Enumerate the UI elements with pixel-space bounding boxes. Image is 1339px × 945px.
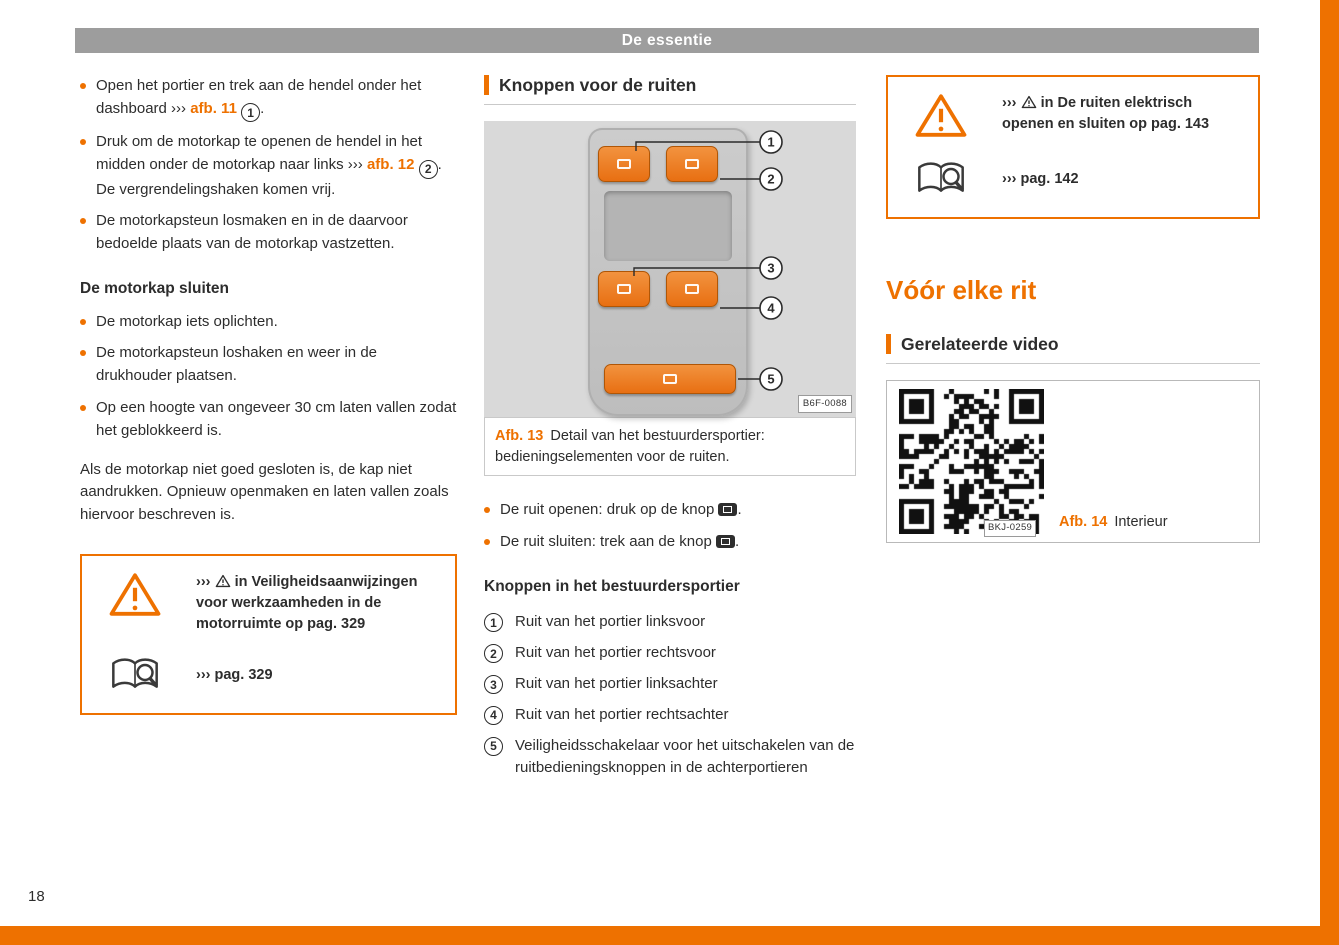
warning-triangle-small-icon — [215, 574, 231, 588]
list-item — [80, 342, 457, 388]
section-title: Gerelateerde video — [886, 334, 1260, 354]
callout-number: 5 — [484, 737, 503, 756]
list-item — [80, 131, 457, 201]
figure-caption — [484, 417, 856, 476]
bullet-icon — [80, 83, 86, 89]
text: in De ruiten elektrisch openen en sluiten op pag. 143 — [1002, 95, 1210, 133]
warning-triangle-icon — [914, 92, 968, 139]
bullet-text: Op een hoogte van ongeveer 30 cm laten vallen zodat het geblokkeerd is. — [96, 398, 457, 439]
warning-box — [80, 554, 457, 715]
section-title: Knoppen voor de ruiten — [484, 75, 856, 95]
legend-text: Ruit van het portier linksachter — [515, 675, 718, 693]
warning-triangle-icon — [108, 571, 162, 618]
warning-box — [886, 75, 1260, 219]
legend-item — [484, 642, 856, 665]
book-magnifier-icon — [914, 159, 968, 199]
right-column — [886, 75, 1260, 543]
figure-window-controls — [484, 121, 856, 417]
paragraph: Als de motorkap niet goed gesloten is, de kap niet aandrukken. Opnieuw openmaken en laten vallen zoals hiervoor beschreven is. — [80, 460, 449, 524]
legend-text: Ruit van het portier rechtsvoor — [515, 644, 716, 662]
subsection-heading: Knoppen in het bestuurdersportier — [484, 577, 740, 595]
bullet-text: De motorkapsteun losmaken en in de daarvoor bedoelde plaats van de motorkap vastzetten. — [96, 212, 408, 253]
bullet-icon — [80, 218, 86, 224]
text: . De vergrendelingshaken komen vrij. — [96, 156, 442, 198]
warning-row — [904, 92, 1242, 139]
left-column — [80, 75, 457, 715]
chapter-heading: Vóór elke rit — [886, 275, 1037, 305]
callout-number: 3 — [484, 675, 503, 694]
warning-icon-cell — [98, 571, 172, 635]
window-switch-close-icon — [716, 535, 735, 548]
figure-ref-link[interactable]: afb. 12 — [366, 156, 415, 174]
legend-text: Ruit van het portier rechtsachter — [515, 705, 729, 723]
text: Druk om de motorkap te openen de hendel in het midden onder de motorkap naar links ››› — [96, 133, 423, 174]
bullet-icon — [80, 405, 86, 411]
callout-number: 2 — [767, 171, 775, 187]
book-icon-cell — [904, 159, 978, 199]
page-number: 18 — [28, 888, 45, 905]
list-item — [484, 499, 856, 522]
warning-row — [98, 655, 439, 695]
callout-legend — [484, 611, 856, 780]
figure-callouts — [484, 121, 856, 417]
cross-ref-marker: ››› — [196, 573, 211, 590]
bullet-text — [96, 75, 457, 122]
callout-number: 3 — [767, 260, 775, 276]
figure-caption-text: Detail van het bestuurdersportier: bedieningselementen voor de ruiten. — [495, 428, 765, 465]
callout-number: 4 — [767, 300, 775, 316]
legend-text: Ruit van het portier linksvoor — [515, 613, 706, 631]
figure-label: Afb. 14 — [1059, 513, 1108, 530]
bullet-icon — [80, 319, 86, 325]
warning-reference[interactable] — [1002, 92, 1242, 139]
list-item — [80, 397, 457, 443]
header-bar — [75, 28, 1259, 53]
figure-code: B6F-0088 — [798, 395, 852, 413]
window-switch-open-icon — [718, 503, 737, 516]
figure-video-qr — [886, 380, 1260, 543]
warning-row — [98, 571, 439, 635]
page-edge-right — [1320, 0, 1339, 945]
section-heading — [886, 334, 1260, 364]
bullet-icon — [484, 507, 490, 513]
text: . — [260, 99, 265, 117]
legend-item — [484, 673, 856, 696]
bullet-text: De motorkap iets oplichten. — [96, 312, 278, 330]
bullet-icon — [80, 139, 86, 145]
bullet-text — [500, 531, 856, 554]
warning-reference[interactable] — [196, 571, 439, 635]
callout-number: 2 — [419, 160, 438, 179]
warning-icon-cell — [904, 92, 978, 139]
list-item — [484, 531, 856, 554]
legend-item — [484, 735, 856, 781]
list-item — [80, 210, 457, 256]
list-item — [80, 311, 457, 334]
text: De ruit openen: druk op de knop — [500, 501, 719, 519]
text: . — [734, 533, 740, 551]
page-reference[interactable]: ››› pag. 329 — [196, 666, 273, 683]
bullet-icon — [80, 350, 86, 356]
callout-number: 2 — [484, 644, 503, 663]
page-reference[interactable]: ››› pag. 142 — [1002, 170, 1079, 187]
qr-code — [899, 389, 1044, 534]
book-icon-cell — [98, 655, 172, 695]
figure-caption — [1059, 511, 1168, 533]
cross-ref-marker: ››› — [1002, 95, 1017, 111]
figure-caption-text: Interieur — [1114, 513, 1168, 530]
page-title: De essentie — [621, 31, 713, 49]
warning-row — [904, 159, 1242, 199]
warning-triangle-small-icon — [1021, 95, 1037, 109]
section-heading — [484, 75, 856, 105]
window-instructions — [484, 499, 856, 554]
middle-column — [484, 75, 856, 788]
bullet-icon — [484, 539, 490, 545]
figure-code: BKJ-0259 — [984, 520, 1036, 536]
callout-number: 5 — [767, 371, 775, 387]
callout-number: 1 — [241, 103, 260, 122]
list-item — [80, 75, 457, 122]
callout-number: 1 — [767, 134, 775, 150]
legend-text: Veiligheidsschakelaar voor het uitschakelen van de ruitbedieningsknoppen in de achterportieren — [515, 736, 855, 777]
bullet-text — [96, 131, 457, 201]
text: De ruit sluiten: trek aan de knop — [500, 533, 716, 551]
figure-label: Afb. 13 — [495, 428, 544, 445]
legend-item — [484, 704, 856, 727]
bullet-text — [500, 499, 856, 522]
page-edge-bottom — [0, 926, 1339, 945]
callout-number: 1 — [484, 613, 503, 632]
bullet-text: De motorkapsteun loshaken en weer in de drukhouder plaatsen. — [96, 344, 378, 385]
subsection-heading: De motorkap sluiten — [80, 279, 229, 297]
text: in Veiligheidsaanwijzingen voor werkzaamheden in de motorruimte op pag. 329 — [196, 573, 418, 632]
book-magnifier-icon — [108, 655, 162, 695]
legend-item — [484, 611, 856, 634]
figure-ref-link[interactable]: afb. 11 — [190, 99, 237, 117]
text: Open het portier en trek aan de hendel onder het dashboard ››› — [96, 77, 422, 117]
text: . — [737, 501, 742, 519]
callout-number: 4 — [484, 706, 503, 725]
